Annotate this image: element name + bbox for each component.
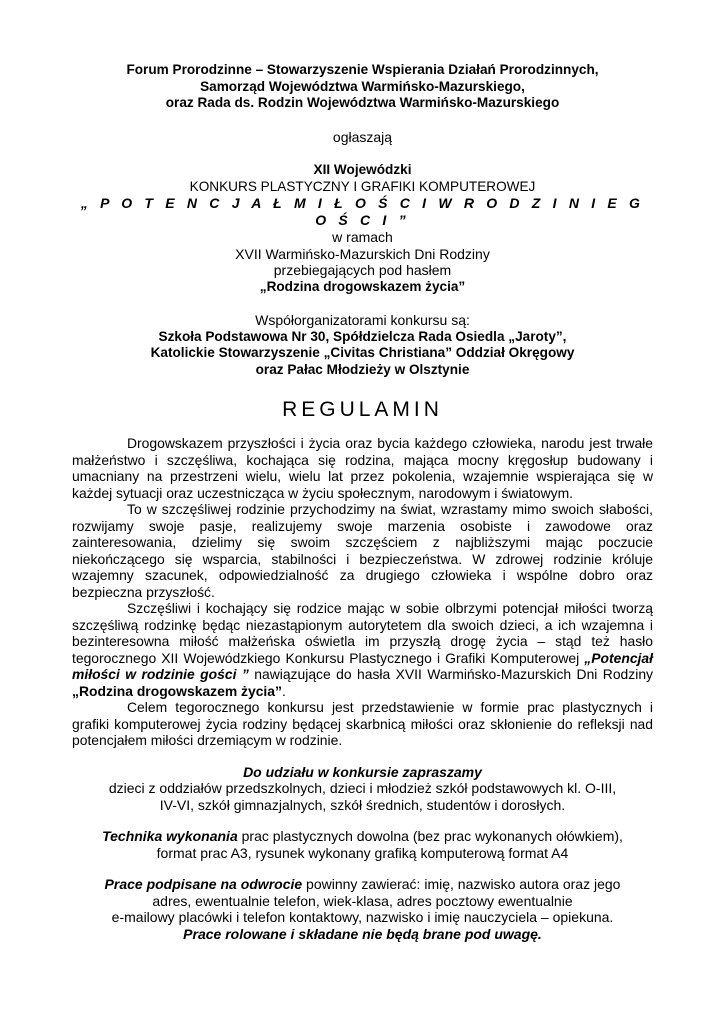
coorganizer-line: Szkoła Podstawowa Nr 30, Spółdzielcza Rada Osiedla „Jaroty”,: [158, 328, 567, 344]
coorganizer-line: Katolickie Stowarzyszenie „Civitas Christiana” Oddział Okręgowy: [150, 345, 575, 360]
paragraph-4: Celem tegorocznego konkursu jest przedstawienie w formie prac plastycznych i grafiki komputerowej życia rodziny będącej skarbnicą miłości oraz skłonienie do refleksji nad potencjałem miłości drzemiącym w rodzinie.: [72, 699, 653, 748]
contest-under: przebiegających pod hasłem: [273, 262, 452, 278]
signing-line: e-mailowy placówki i telefon kontaktowy, nazwisko i imię nauczyciela – opiekuna.: [111, 909, 614, 925]
coorganizer-line: oraz Pałac Młodzieży w Olsztynie: [255, 361, 470, 377]
participation-block: [72, 764, 653, 814]
paragraph-3-text: Szczęśliwi i kochający się rodzice mając w sobie olbrzymi potencjał miłości tworzą szczęśliwą rodzinkę będąc niezastąpionym autorytetem dla swoich dzieci, a ich wzajemna i bezinteresowna miłość małżeńska oświetla im przyszłą drogę życia – stąd też hasło tegorocznego XII Wojewódzkiego Konkursu Plastycznego i Grafiki Komputerowej: [72, 600, 653, 666]
paragraph-3: [72, 600, 653, 699]
technique-line: format prac A3, rysunek wykonany grafiką komputerową format A4: [156, 844, 569, 861]
coorganizers-intro: Współorganizatorami konkursu są:: [255, 312, 470, 328]
contest-motto: „ P O T E N C J A Ł M I Ł O Ś C I W R O D Z I N I E G O Ś C I ”: [80, 195, 645, 228]
technique-text: prac plastycznych dowolna (bez prac wykonanych ołówkiem),: [237, 828, 623, 844]
participation-heading: Do udziału w konkursie zapraszamy: [243, 763, 482, 780]
signing-text: powinny zawierać: imię, nazwisko autora oraz jego: [302, 876, 621, 892]
regulamin-title: REGULAMIN: [282, 398, 443, 421]
organizer-line: oraz Rada ds. Rodzin Województwa Warmińsko-Mazurskiego: [165, 95, 560, 110]
contest-event: XVII Warmińsko-Mazurskich Dni Rodziny: [235, 245, 490, 262]
slogan-inline: „Rodzina drogowskazem życia”: [72, 682, 282, 699]
contest-within: w ramach: [332, 229, 393, 245]
contest-title-block: [72, 162, 653, 295]
paragraph-1: Drogowskazem przyszłości i życia oraz bycia każdego człowieka, narodu jest trwałe małżeństwo i szczęśliwa, kochająca się rodzina, mająca mocny kręgosłup budowany i umacniany na przestrzeni wielu, wielu lat przez pokolenia, wzajemnie wspierająca się w każdej sytuacji oraz uczestnicząca w życiu społecznym, narodowym i światowym.: [72, 435, 653, 501]
participation-line: dzieci z oddziałów przedszkolnych, dzieci i młodzież szkół podstawowych kl. O-III,: [108, 780, 617, 796]
signing-block: [72, 876, 653, 942]
signing-warning: Prace rolowane i składane nie będą brane pod uwagę.: [183, 925, 542, 942]
organizer-line: Forum Prorodzinne – Stowarzyszenie Wspierania Działań Prorodzinnych,: [126, 62, 599, 77]
contest-name: KONKURS PLASTYCZNY I GRAFIKI KOMPUTEROWEJ: [189, 178, 536, 194]
participation-line: IV-VI, szkół gimnazjalnych, szkół średnich, studentów i dorosłych.: [159, 796, 566, 813]
organizer-line: Samorząd Województwa Warmińsko-Mazurskiego,: [200, 78, 525, 94]
technique-line: [72, 828, 653, 845]
announce-text: ogłaszają: [332, 128, 393, 145]
signing-label: Prace podpisane na odwrocie: [104, 876, 303, 892]
contest-edition: XII Wojewódzki: [313, 162, 412, 177]
signing-line: [72, 876, 653, 893]
motto-inline: „Potencjał miłości w rodzinie gości ”: [72, 649, 653, 682]
organizers-header: [72, 62, 653, 112]
signing-line: adres, ewentualnie telefon, wiek-klasa, adres pocztowy ewentualnie: [152, 892, 573, 909]
technique-label: Technika wykonania: [102, 828, 238, 844]
technique-block: [72, 828, 653, 861]
paragraph-2: To w szczęśliwej rodzinie przychodzimy na świat, wzrastamy mimo swoich słabości, rozwijamy swoje pasje, realizujemy swoje marzenia osobiste i zawodowe oraz zainteresowania, dzielimy się swoim szczęściem z najbliższymi mając poczucie niekończącego się wsparcia, stabilności i bezpieczeństwa. W zdrowej rodzinie króluje wzajemny szacunek, odpowiedzialność za drugiego człowieka i wspólne dobro oraz bezpieczna przyszłość.: [72, 501, 653, 600]
paragraph-3-end: .: [281, 682, 286, 699]
document-page: [72, 62, 653, 942]
coorganizers-block: [72, 312, 653, 378]
paragraph-3-text: nawiązujące do hasła XVII Warmińsko-Mazurskich Dni Rodziny: [248, 666, 653, 682]
contest-slogan: „Rodzina drogowskazem życia”: [259, 278, 466, 294]
